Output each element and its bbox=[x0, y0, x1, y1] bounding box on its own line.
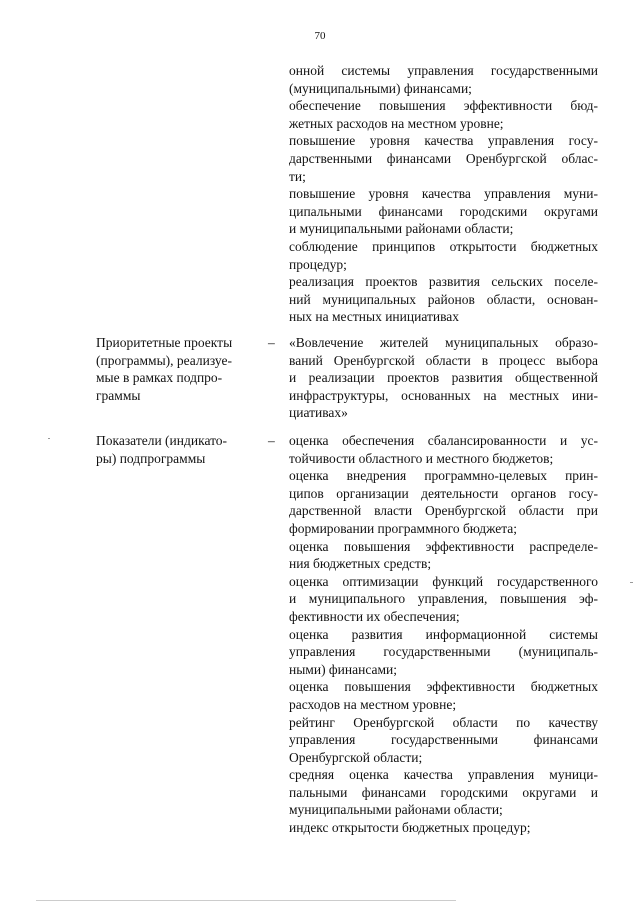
text-line: оценка повышения эффективности бюджетных bbox=[289, 679, 598, 695]
priority-projects-content bbox=[289, 334, 598, 422]
separator-dash: – bbox=[268, 335, 275, 350]
text-line: оценка повышения эффективности распределе- bbox=[289, 538, 598, 554]
text-line: дарственной власти Оренбургской области при bbox=[289, 503, 598, 519]
text-line: фективности их обеспечения; bbox=[289, 608, 460, 624]
text-line: индекс открытости бюджетных процедур; bbox=[289, 820, 531, 836]
text-line: расходов на местном уровне; bbox=[289, 696, 457, 712]
label-line: Приоритетные проекты bbox=[96, 335, 233, 350]
text-line: средняя оценка качества управления муници- bbox=[289, 767, 598, 783]
text-line: повышение уровня качества управления госу- bbox=[289, 133, 598, 149]
text-line: жетных расходов на местном уровне; bbox=[289, 115, 504, 131]
label-line: (программы), реализуе- bbox=[96, 352, 232, 368]
text-line: ний муниципальных районов области, основан- bbox=[289, 291, 598, 307]
text-line: и муниципального управления, повышения эф- bbox=[289, 591, 598, 607]
text-line: и муниципальными районами области; bbox=[289, 221, 514, 237]
text-line: оценка оптимизации функций государственного bbox=[289, 573, 598, 589]
text-line: онной системы управления государственными bbox=[289, 63, 598, 78]
text-line: тойчивости областного и местного бюджетов; bbox=[289, 450, 554, 466]
text-line: повышение уровня качества управления муни- bbox=[289, 186, 598, 202]
priority-projects-label bbox=[96, 334, 256, 404]
text-line: соблюдение принципов открытости бюджетных bbox=[289, 238, 598, 254]
text-line: пальными финансами городскими округами и bbox=[289, 784, 598, 800]
label-line: ры) подпрограммы bbox=[96, 450, 206, 466]
text-line: реализация проектов развития сельских поселе- bbox=[289, 274, 598, 290]
continuation-content bbox=[289, 62, 598, 326]
text-line: ти; bbox=[289, 168, 306, 184]
scan-artifact bbox=[48, 438, 50, 439]
text-line: управления государственными (муниципаль- bbox=[289, 644, 598, 660]
text-line: ных на местных инициативах bbox=[289, 309, 460, 325]
text-line: оценка обеспечения сбалансированности и ус- bbox=[289, 433, 598, 448]
text-line: и реализации проектов развития общественной bbox=[289, 370, 598, 386]
label-line: Показатели (индикато- bbox=[96, 433, 228, 448]
text-line: (муниципальными) финансами; bbox=[289, 80, 472, 96]
text-line: оценка внедрения программно-целевых прин- bbox=[289, 468, 598, 484]
text-line: «Вовлечение жителей муниципальных образо- bbox=[289, 335, 598, 350]
text-line: дарственными финансами Оренбургской облас- bbox=[289, 150, 598, 166]
indicators-label bbox=[96, 432, 256, 467]
label-line: граммы bbox=[96, 387, 141, 403]
text-line: процедур; bbox=[289, 256, 347, 272]
text-line: оценка развития информационной системы bbox=[289, 626, 598, 642]
text-line: ципов организации деятельности органов госу- bbox=[289, 485, 598, 501]
text-line: обеспечение повышения эффективности бюд- bbox=[289, 98, 598, 114]
text-line: муниципальными районами области; bbox=[289, 802, 503, 818]
text-line: рейтинг Оренбургской области по качеству bbox=[289, 714, 598, 730]
scan-artifact bbox=[630, 582, 633, 583]
text-line: циативах» bbox=[289, 405, 348, 421]
text-line: ципальными финансами городскими округами bbox=[289, 203, 598, 219]
label-line: мые в рамках подпро- bbox=[96, 370, 223, 386]
page-number: 70 bbox=[314, 30, 326, 42]
indicators-content bbox=[289, 432, 598, 837]
text-line: инфраструктуры, основанных на местных ини- bbox=[289, 387, 598, 403]
separator-dash: – bbox=[268, 433, 275, 448]
text-line: ния бюджетных средств; bbox=[289, 556, 432, 572]
text-line: Оренбургской области; bbox=[289, 749, 423, 765]
text-line: ными) финансами; bbox=[289, 661, 398, 677]
text-line: формировании программного бюджета; bbox=[289, 520, 518, 536]
scan-artifact bbox=[36, 900, 456, 901]
text-line: управления государственными финансами bbox=[289, 732, 598, 748]
text-line: ваний Оренбургской области в процесс выбора bbox=[289, 352, 598, 368]
